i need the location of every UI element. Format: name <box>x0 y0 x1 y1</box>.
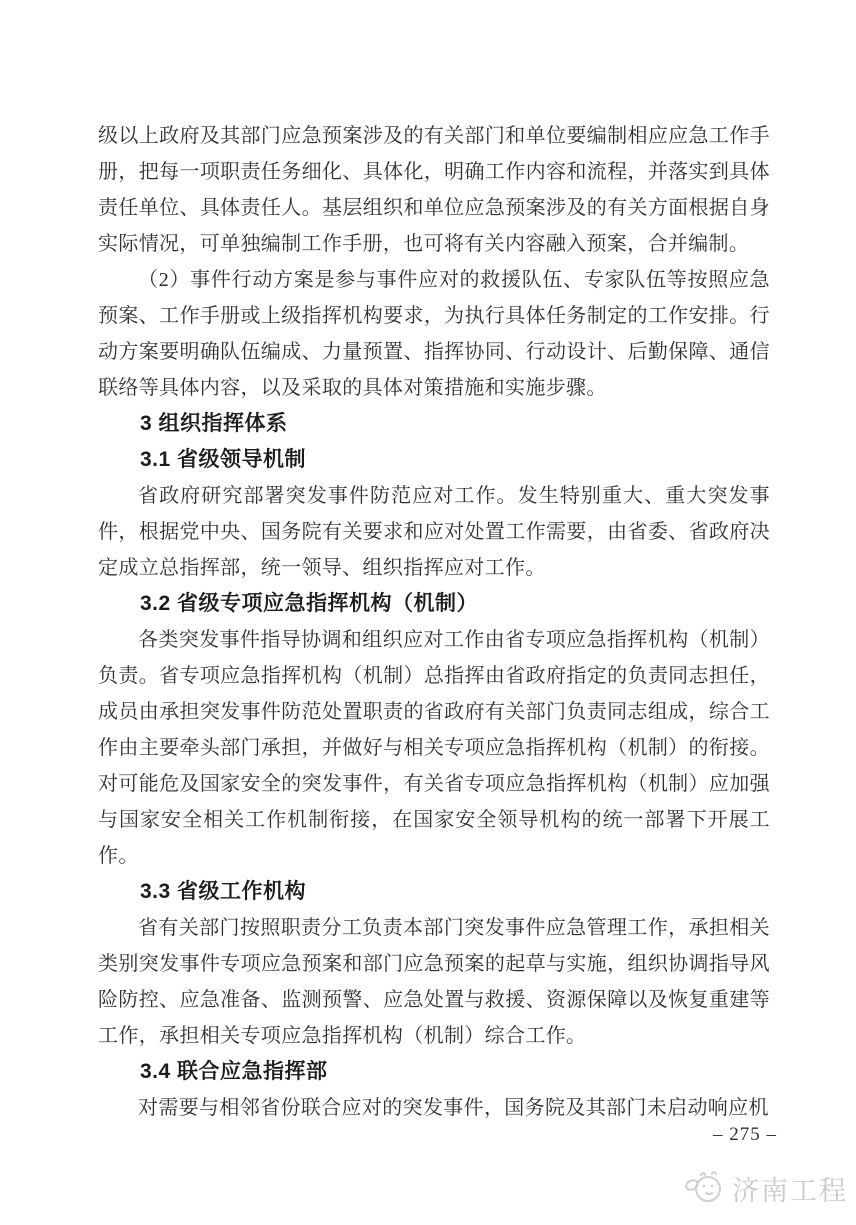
paragraph-special-command-org: 各类突发事件指导协调和组织应对工作由省专项应急指挥机构（机制）负责。省专项应急指挥机构（机制）总指挥由省政府指定的负责同志担任，成员由承担突发事件防范处置职责的省政府有关部门负责同志组成，综合工作由主要牵头部门承担，并做好与相关专项应急指挥机构（机制）的衔接。对可能危及国家安全的突发事件，有关省专项应急指挥机构（机制）应加强与国家安全相关工作机制衔接，在国家安全领导机构的统一部署下开展工作。 <box>98 629 770 867</box>
watermark-label: 济南工程 <box>732 1175 848 1206</box>
paragraph-event-action-plan: （2）事件行动方案是参与事件应对的救援队伍、专家队伍等按照应急预案、工作手册或上级指挥机构要求，为执行具体任务制定的工作安排。行动方案要明确队伍编成、力量预置、指挥协同、行动设计、后勤保障、通信联络等具体内容，以及采取的具体对策措施和实施步骤。 <box>98 269 770 399</box>
section-heading-3-4: 3.4 联合应急指挥部 <box>140 1060 328 1083</box>
section-heading-3-1: 3.1 省级领导机制 <box>140 448 307 471</box>
section-heading-3: 3 组织指挥体系 <box>140 412 288 435</box>
paragraph-provincial-leadership: 省政府研究部署突发事件防范应对工作。发生特别重大、重大突发事件，根据党中央、国务院有关要求和应对处置工作需要，由省委、省政府决定成立总指挥部，统一领导、组织指挥应对工作。 <box>98 485 770 579</box>
page-number: – 275 – <box>713 1124 777 1145</box>
mascot-logo-icon <box>683 1168 727 1208</box>
paragraph-joint-command: 对需要与相邻省份联合应对的突发事件，国务院及其部门未启动响应机 <box>138 1097 769 1119</box>
paragraph-continuation: 级以上政府及其部门应急预案涉及的有关部门和单位要编制相应应急工作手册，把每一项职责任务细化、具体化，明确工作内容和流程，并落实到具体责任单位、具体责任人。基层组织和单位应急预案涉及的有关方面根据自身实际情况，可单独编制工作手册，也可将有关内容融入预案，合并编制。 <box>98 125 770 255</box>
section-heading-3-2: 3.2 省级专项应急指挥机构（机制） <box>140 592 479 615</box>
watermark <box>683 1168 848 1208</box>
section-heading-3-3: 3.3 省级工作机构 <box>140 880 307 903</box>
paragraph-provincial-work-org: 省有关部门按照职责分工负责本部门突发事件应急管理工作，承担相关类别突发事件专项应急预案和部门应急预案的起草与实施，组织协调指导风险防控、应急准备、监测预警、应急处置与救援、资源保障以及恢复重建等工作，承担相关专项应急指挥机构（机制）综合工作。 <box>98 917 770 1047</box>
document-body <box>98 118 770 1126</box>
